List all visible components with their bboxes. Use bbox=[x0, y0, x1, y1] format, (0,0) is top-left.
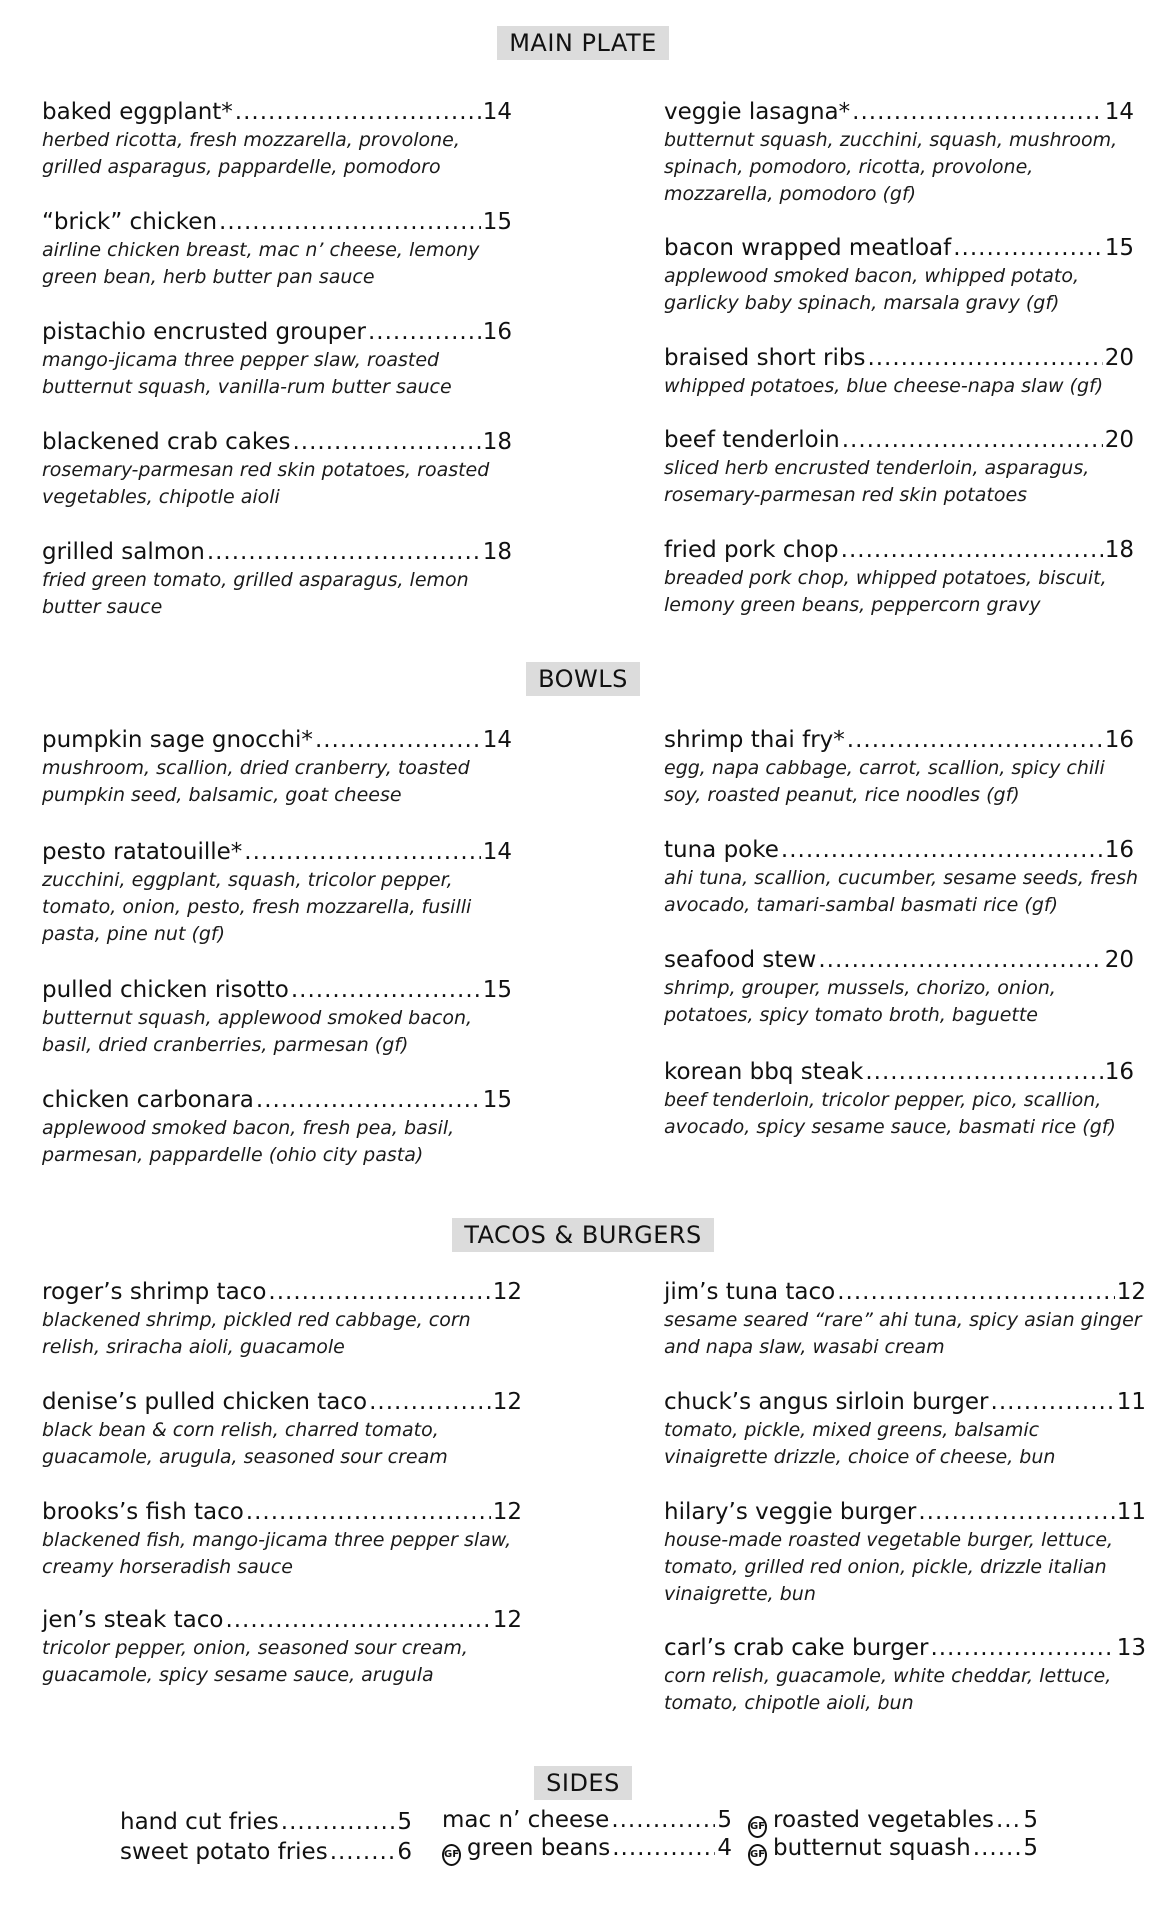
menu-item bbox=[664, 536, 1134, 619]
item-name: grilled salmon bbox=[42, 539, 205, 565]
item-description: mushroom, scallion, dried cranberry, toasted pumpkin seed, balsamic, goat cheese bbox=[42, 757, 470, 806]
item-description: herbed ricotta, fresh mozzarella, provolone, grilled asparagus, pappardelle, pomodoro bbox=[42, 129, 460, 178]
menu-item bbox=[664, 1498, 1146, 1608]
side-name: mac n’ cheese bbox=[442, 1807, 610, 1833]
item-name: baked eggplant* bbox=[42, 99, 233, 125]
item-name: beef tenderloin bbox=[664, 427, 840, 453]
dot-leader bbox=[841, 536, 1103, 565]
gluten-free-icon: GF bbox=[442, 1844, 461, 1866]
menu-item bbox=[42, 1606, 522, 1689]
item-price: 20 bbox=[1104, 345, 1134, 371]
item-description: whipped potatoes, blue cheese-napa slaw (gf) bbox=[664, 375, 1104, 397]
dot-leader bbox=[315, 726, 481, 755]
menu-item bbox=[42, 98, 512, 181]
item-name: braised short ribs bbox=[664, 345, 866, 371]
item-price: 12 bbox=[492, 1389, 522, 1415]
menu-item bbox=[42, 1498, 522, 1581]
item-price: 14 bbox=[482, 727, 512, 753]
section-title-tacos-burgers bbox=[0, 1218, 1166, 1252]
item-name: carl’s crab cake burger bbox=[664, 1635, 929, 1661]
section-title-main-plate bbox=[0, 26, 1166, 60]
dot-leader bbox=[818, 946, 1102, 975]
item-description: applewood smoked bacon, whipped potato, garlicky baby spinach, marsala gravy (gf) bbox=[664, 265, 1080, 314]
item-price: 14 bbox=[1104, 99, 1134, 125]
section-title-label: MAIN PLATE bbox=[497, 26, 669, 60]
item-price: 15 bbox=[482, 977, 512, 1003]
item-description: black bean & corn relish, charred tomato, guacamole, arugula, seasoned sour cream bbox=[42, 1419, 448, 1468]
item-name: pumpkin sage gnocchi* bbox=[42, 727, 313, 753]
item-price: 18 bbox=[1104, 537, 1134, 563]
menu-item bbox=[42, 1278, 522, 1361]
item-description: tomato, pickle, mixed greens, balsamic vinaigrette drizzle, choice of cheese, bun bbox=[664, 1419, 1056, 1468]
dot-leader bbox=[291, 976, 481, 1005]
dot-leader bbox=[865, 1058, 1102, 1087]
item-description: butternut squash, applewood smoked bacon, basil, dried cranberries, parmesan (gf) bbox=[42, 1007, 473, 1056]
side-item bbox=[442, 1834, 732, 1864]
side-price: 5 bbox=[717, 1807, 732, 1833]
item-name: pulled chicken risotto bbox=[42, 977, 289, 1003]
dot-leader bbox=[330, 1838, 396, 1866]
item-description: fried green tomato, grilled asparagus, lemon butter sauce bbox=[42, 569, 469, 618]
side-price: 4 bbox=[717, 1835, 732, 1861]
item-name: jim’s tuna taco bbox=[664, 1279, 836, 1305]
item-name: brooks’s fish taco bbox=[42, 1499, 244, 1525]
item-price: 13 bbox=[1116, 1635, 1146, 1661]
item-description: rosemary-parmesan red skin potatoes, roasted vegetables, chipotle aioli bbox=[42, 459, 490, 508]
item-price: 18 bbox=[482, 429, 512, 455]
menu-item bbox=[664, 98, 1134, 208]
menu-item bbox=[42, 428, 512, 511]
dot-leader bbox=[930, 1634, 1114, 1663]
menu-item bbox=[664, 344, 1134, 400]
gluten-free-icon: GF bbox=[748, 1844, 767, 1866]
menu-item bbox=[42, 208, 512, 291]
item-price: 14 bbox=[482, 99, 512, 125]
dot-leader bbox=[852, 98, 1103, 127]
dot-leader bbox=[281, 1808, 396, 1836]
dot-leader bbox=[996, 1806, 1021, 1834]
item-name: veggie lasagna* bbox=[664, 99, 851, 125]
item-name: denise’s pulled chicken taco bbox=[42, 1389, 368, 1415]
dot-leader bbox=[207, 538, 481, 567]
section-title-sides bbox=[0, 1766, 1166, 1800]
menu-item bbox=[664, 1278, 1146, 1361]
menu-item bbox=[42, 838, 512, 948]
item-price: 20 bbox=[1104, 947, 1134, 973]
item-name: chicken carbonara bbox=[42, 1087, 254, 1113]
dot-leader bbox=[867, 344, 1102, 373]
menu-item bbox=[42, 726, 512, 809]
side-name: green beans bbox=[467, 1835, 611, 1861]
side-price: 5 bbox=[1023, 1807, 1038, 1833]
item-name: seafood stew bbox=[664, 947, 817, 973]
dot-leader bbox=[842, 426, 1103, 455]
item-name: pistachio encrusted grouper bbox=[42, 319, 366, 345]
item-description: shrimp, grouper, mussels, chorizo, onion, potatoes, spicy tomato broth, baguette bbox=[664, 977, 1056, 1026]
dot-leader bbox=[235, 98, 481, 127]
item-description: blackened shrimp, pickled red cabbage, corn relish, sriracha aioli, guacamole bbox=[42, 1309, 471, 1358]
side-price: 5 bbox=[1023, 1835, 1038, 1861]
menu-item bbox=[42, 1086, 512, 1169]
dot-leader bbox=[368, 318, 481, 347]
item-price: 15 bbox=[482, 1087, 512, 1113]
dot-leader bbox=[611, 1806, 715, 1834]
side-price: 6 bbox=[397, 1839, 412, 1865]
item-name: pesto ratatouille* bbox=[42, 839, 243, 865]
item-name: hilary’s veggie burger bbox=[664, 1499, 917, 1525]
item-description: breaded pork chop, whipped potatoes, biscuit, lemony green beans, peppercorn gravy bbox=[664, 567, 1107, 616]
menu-item bbox=[42, 318, 512, 401]
item-description: airline chicken breast, mac n’ cheese, lemony green bean, herb butter pan sauce bbox=[42, 239, 480, 288]
side-name: sweet potato fries bbox=[120, 1839, 328, 1865]
menu-item bbox=[42, 976, 512, 1059]
gluten-free-icon: GF bbox=[748, 1816, 767, 1838]
item-description: egg, napa cabbage, carrot, scallion, spicy chili soy, roasted peanut, rice noodles (gf) bbox=[664, 757, 1105, 806]
item-description: beef tenderloin, tricolor pepper, pico, scallion, avocado, spicy sesame sauce, basmati rice (gf) bbox=[664, 1089, 1116, 1138]
item-name: bacon wrapped meatloaf bbox=[664, 235, 952, 261]
item-price: 20 bbox=[1104, 427, 1134, 453]
item-description: zucchini, eggplant, squash, tricolor pepper, tomato, onion, pesto, fresh mozzarella, fusilli pasta, pine nut (gf) bbox=[42, 869, 472, 945]
item-description: sesame seared “rare” ahi tuna, spicy asian ginger and napa slaw, wasabi cream bbox=[664, 1309, 1142, 1358]
item-price: 14 bbox=[482, 839, 512, 865]
item-name: jen’s steak taco bbox=[42, 1607, 224, 1633]
side-item bbox=[748, 1834, 1038, 1864]
menu-item bbox=[42, 1388, 522, 1471]
dot-leader bbox=[837, 1278, 1115, 1307]
dot-leader bbox=[293, 428, 481, 457]
menu-item bbox=[664, 426, 1134, 509]
item-description: corn relish, guacamole, white cheddar, lettuce, tomato, chipotle aioli, bun bbox=[664, 1665, 1112, 1714]
dot-leader bbox=[953, 234, 1102, 263]
item-description: blackened fish, mango-jicama three pepper slaw, creamy horseradish sauce bbox=[42, 1529, 512, 1578]
item-description: mango-jicama three pepper slaw, roasted butternut squash, vanilla-rum butter sauce bbox=[42, 349, 452, 398]
item-price: 12 bbox=[492, 1499, 522, 1525]
item-description: house-made roasted vegetable burger, lettuce, tomato, grilled red onion, pickle, drizzle italian vinaigrette, bun bbox=[664, 1529, 1114, 1605]
item-price: 11 bbox=[1116, 1389, 1146, 1415]
item-name: fried pork chop bbox=[664, 537, 839, 563]
item-price: 15 bbox=[1104, 235, 1134, 261]
item-description: butternut squash, zucchini, squash, mushroom, spinach, pomodoro, ricotta, provolone, mozzarella, pomodoro (gf) bbox=[664, 129, 1118, 205]
section-title-label: TACOS & BURGERS bbox=[452, 1218, 714, 1252]
menu-item bbox=[664, 234, 1134, 317]
side-name: roasted vegetables bbox=[773, 1807, 994, 1833]
menu-item bbox=[664, 836, 1139, 919]
item-description: sliced herb encrusted tenderloin, asparagus, rosemary-parmesan red skin potatoes bbox=[664, 457, 1090, 506]
item-price: 12 bbox=[492, 1607, 522, 1633]
dot-leader bbox=[256, 1086, 481, 1115]
item-name: korean bbq steak bbox=[664, 1059, 864, 1085]
dot-leader bbox=[991, 1388, 1115, 1417]
menu-item bbox=[664, 1058, 1134, 1141]
side-item bbox=[748, 1806, 1038, 1836]
item-price: 12 bbox=[492, 1279, 522, 1305]
menu-item bbox=[664, 1634, 1146, 1717]
item-description: ahi tuna, scallion, cucumber, sesame seeds, fresh avocado, tamari-sambal basmati rice (gf) bbox=[664, 867, 1139, 916]
item-name: roger’s shrimp taco bbox=[42, 1279, 267, 1305]
side-item bbox=[120, 1808, 412, 1836]
item-name: blackened crab cakes bbox=[42, 429, 291, 455]
side-price: 5 bbox=[397, 1809, 412, 1835]
item-name: shrimp thai fry* bbox=[664, 727, 845, 753]
item-name: chuck’s angus sirloin burger bbox=[664, 1389, 989, 1415]
item-price: 16 bbox=[482, 319, 512, 345]
side-name: hand cut fries bbox=[120, 1809, 279, 1835]
dot-leader bbox=[847, 726, 1103, 755]
item-price: 15 bbox=[482, 209, 512, 235]
dot-leader bbox=[246, 1498, 491, 1527]
dot-leader bbox=[268, 1278, 490, 1307]
item-price: 12 bbox=[1116, 1279, 1146, 1305]
menu-item bbox=[42, 538, 512, 621]
item-description: tricolor pepper, onion, seasoned sour cream, guacamole, spicy sesame sauce, arugula bbox=[42, 1637, 468, 1686]
item-price: 16 bbox=[1104, 1059, 1134, 1085]
dot-leader bbox=[244, 838, 480, 867]
item-price: 18 bbox=[482, 539, 512, 565]
dot-leader bbox=[781, 836, 1103, 865]
dot-leader bbox=[369, 1388, 491, 1417]
item-name: “brick” chicken bbox=[42, 209, 218, 235]
item-price: 16 bbox=[1104, 837, 1134, 863]
section-title-label: SIDES bbox=[534, 1766, 632, 1800]
item-name: tuna poke bbox=[664, 837, 779, 863]
side-item bbox=[120, 1838, 412, 1866]
menu-item bbox=[664, 1388, 1146, 1471]
side-name: butternut squash bbox=[773, 1835, 971, 1861]
menu-item bbox=[664, 726, 1134, 809]
dot-leader bbox=[219, 208, 481, 237]
item-price: 11 bbox=[1116, 1499, 1146, 1525]
menu-item bbox=[664, 946, 1134, 1029]
item-price: 16 bbox=[1104, 727, 1134, 753]
section-title-bowls bbox=[0, 662, 1166, 696]
dot-leader bbox=[918, 1498, 1114, 1527]
dot-leader bbox=[225, 1606, 490, 1635]
side-item bbox=[442, 1806, 732, 1834]
section-title-label: BOWLS bbox=[526, 662, 640, 696]
item-description: applewood smoked bacon, fresh pea, basil, parmesan, pappardelle (ohio city pasta) bbox=[42, 1117, 455, 1166]
dot-leader bbox=[973, 1834, 1022, 1862]
dot-leader bbox=[612, 1834, 715, 1862]
